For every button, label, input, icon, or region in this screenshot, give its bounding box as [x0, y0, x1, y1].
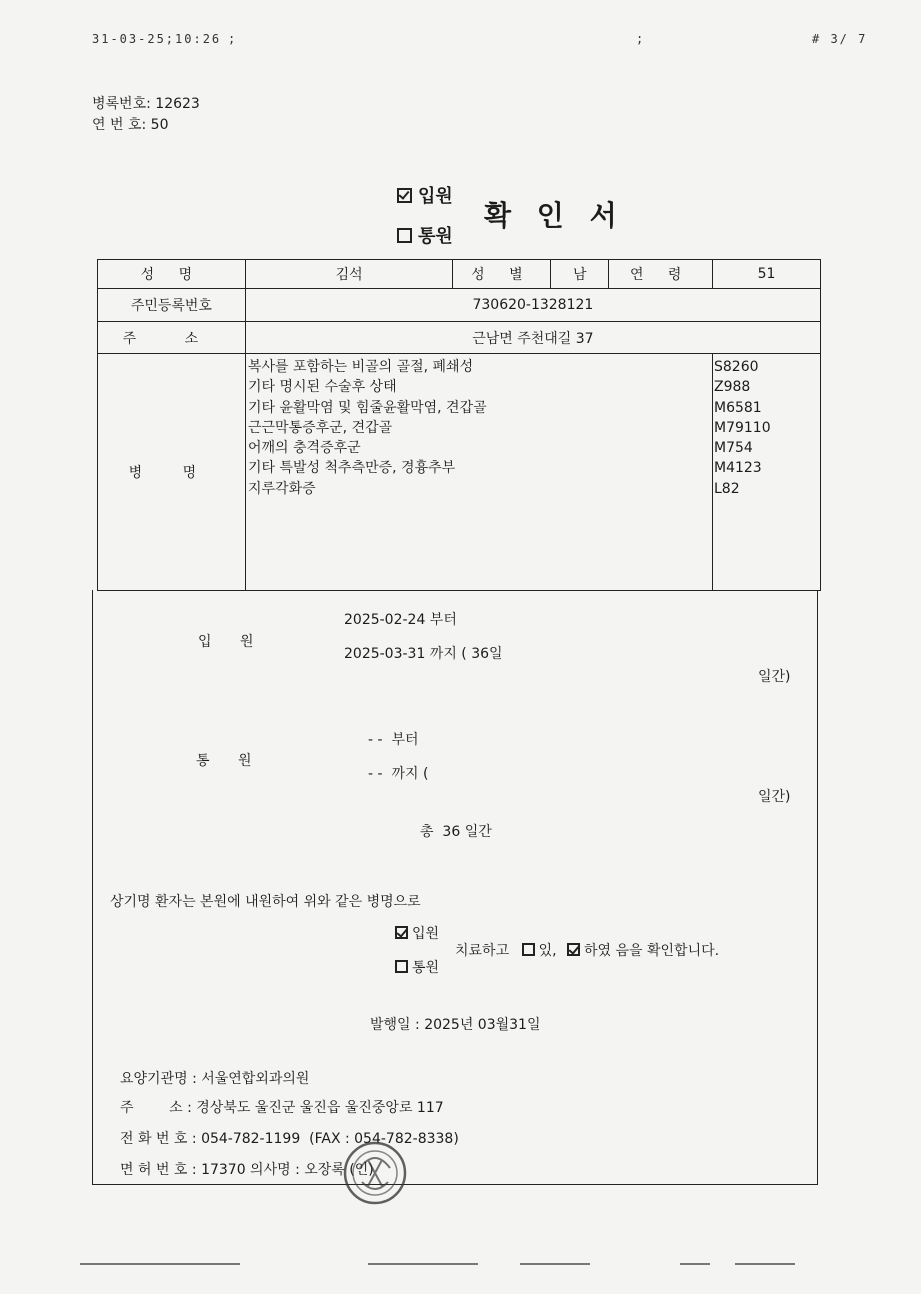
patient-sex: 남 — [551, 260, 609, 289]
chart-number-label: 병록번호: — [92, 96, 151, 112]
diagnosis-name: 지루각화증 — [248, 480, 316, 497]
statement-outpatient-label: 통원 — [412, 960, 440, 976]
outpatient-from: - - 부터 — [368, 732, 419, 748]
outpatient-to: - - 까지 ( — [368, 766, 429, 782]
diagnosis-name: 기타 명시된 수술후 상태 — [248, 379, 397, 396]
chart-number-row — [92, 93, 200, 113]
diagnosis-code: S8260 — [714, 359, 759, 375]
divider — [520, 1263, 590, 1265]
divider — [80, 1263, 240, 1265]
diagnosis-code: M6581 — [714, 399, 762, 416]
admission-days-suffix: 일간) — [758, 669, 791, 685]
admission-option — [397, 182, 453, 208]
fax-page-number: # 3/ 7 — [812, 32, 868, 46]
institution-license: 면 허 번 호 : 17370 의사명 : 오장록 (인) — [120, 1162, 374, 1178]
diagnosis-name: 복사를 포함하는 비골의 골절, 폐쇄성 — [248, 359, 474, 375]
checked-box-icon — [397, 188, 412, 203]
diagnosis-code: Z988 — [714, 379, 751, 396]
document-title: 확 인 서 — [484, 199, 625, 232]
unchecked-box-icon — [397, 228, 412, 243]
institution-name: 요양기관명 : 서울연합외과의원 — [120, 1071, 310, 1087]
diagnosis-code: M4123 — [714, 460, 762, 477]
id-number-label: 주민등록번호 — [98, 289, 246, 322]
divider — [735, 1263, 795, 1265]
fax-separator: ; — [228, 32, 238, 46]
diagnosis-code: M754 — [714, 440, 753, 457]
outpatient-days-suffix: 일간) — [758, 789, 791, 805]
seal-stamp — [340, 1138, 410, 1208]
statement-confirmation — [455, 940, 719, 960]
diagnosis-name: 근근막통증후군, 견갑골 — [248, 419, 393, 436]
divider — [680, 1263, 710, 1265]
outpatient-option — [397, 222, 453, 248]
fax-timestamp: 31-03-25;10:26 — [92, 32, 222, 46]
diagnosis-name: 기타 윤활막염 및 힘줄윤활막염, 견갑골 — [248, 399, 487, 416]
institution-address: 주 소 : 경상북도 울진군 울진읍 울진중앙로 117 — [120, 1100, 444, 1116]
sex-label: 성 별 — [453, 260, 551, 289]
diagnosis-label: 병 명 — [98, 354, 246, 591]
has-text: 있, — [538, 943, 557, 959]
unchecked-box-icon — [522, 943, 535, 956]
serial-number-label: 연 번 호: — [92, 117, 147, 133]
outpatient-period-label: 통 원 — [196, 753, 264, 769]
done-text: 하였 음을 확인합니다. — [584, 943, 720, 959]
chart-number: 12623 — [155, 96, 200, 112]
admission-option-label: 입원 — [418, 186, 453, 207]
serial-number: 50 — [150, 117, 169, 133]
statement-admission-option — [395, 923, 439, 943]
issue-date: 발행일 : 2025년 03월31일 — [370, 1017, 541, 1033]
institution-phone: 전 화 번 호 : 054-782-1199 (FAX : 054-782-8338) — [120, 1131, 459, 1147]
admission-to: 2025-03-31 까지 ( 36일 — [344, 646, 503, 662]
total-days: 총 36 일간 — [420, 824, 492, 840]
statement-outpatient-option — [395, 957, 439, 977]
age-label: 연 령 — [609, 260, 713, 289]
treated-text: 치료하고 — [455, 943, 510, 959]
diagnosis-code: M79110 — [714, 419, 771, 436]
diagnosis-code: L82 — [714, 480, 740, 497]
diagnosis-name-list — [248, 357, 487, 499]
checked-box-icon — [567, 943, 580, 956]
outpatient-option-label: 통원 — [418, 226, 453, 247]
checked-box-icon — [395, 926, 408, 939]
statement-admission-label: 입원 — [412, 926, 440, 942]
address-label: 주 소 — [98, 322, 246, 354]
patient-address: 근남면 주천대길 37 — [245, 322, 820, 354]
serial-number-row — [92, 114, 168, 134]
patient-id-number: 730620-1328121 — [245, 289, 820, 322]
patient-age: 51 — [713, 260, 821, 289]
diagnosis-code-list — [714, 357, 771, 499]
name-label: 성 명 — [98, 260, 246, 289]
fax-separator: ; — [636, 32, 646, 46]
diagnosis-name: 어깨의 충격증후군 — [248, 440, 361, 457]
admission-period-label: 입 원 — [198, 634, 266, 650]
admission-from: 2025-02-24 부터 — [344, 612, 457, 628]
patient-name: 김석 — [245, 260, 453, 289]
divider — [368, 1263, 478, 1265]
period-statement-frame — [92, 590, 818, 1185]
unchecked-box-icon — [395, 960, 408, 973]
statement-line: 상기명 환자는 본원에 내원하여 위와 같은 병명으로 — [110, 894, 421, 910]
diagnosis-name: 기타 특발성 척추측만증, 경흉추부 — [248, 460, 456, 477]
